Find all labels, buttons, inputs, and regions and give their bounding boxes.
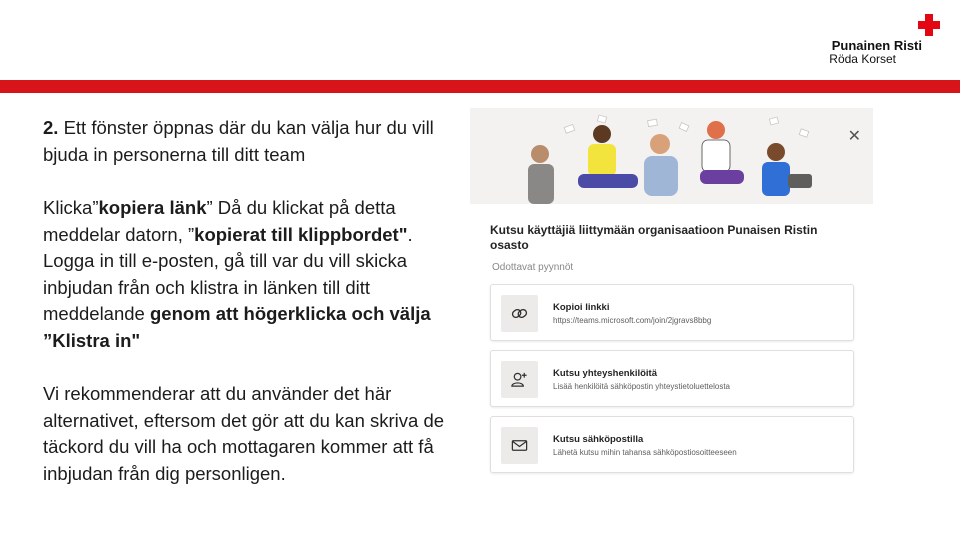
- invite-email-option[interactable]: [490, 416, 854, 473]
- recommendation-paragraph: Vi rekommenderar att du använder det här alternativet, eftersom det gör att du kan skriva de täckord du vill ha och mottagaren kommer att få inbjudan från dig personligen.: [43, 383, 445, 484]
- option-title: Kopioi linkki: [553, 302, 610, 313]
- mail-icon: [501, 427, 538, 464]
- close-icon[interactable]: ✕: [847, 128, 861, 145]
- red-header-bar: [0, 80, 960, 93]
- bold-run: kopierat till klippbordet": [194, 223, 408, 245]
- text-run: Klicka”: [43, 197, 99, 218]
- bold-run: kopiera länk: [98, 197, 207, 218]
- option-title: Kutsu sähköpostilla: [553, 434, 644, 445]
- dialog-title: Kutsu käyttäjiä liittymään organisaatioon Punaisen Ristin osasto: [490, 223, 818, 252]
- step-number: 2.: [43, 117, 59, 138]
- option-description: https://teams.microsoft.com/join/2jgravs8bbg: [553, 316, 712, 325]
- red-cross-icon: [918, 14, 940, 36]
- text-run: . Logga in till e-posten, gå till var du vill skicka inbjudan från och klistra in länken till ditt meddelande: [43, 223, 413, 324]
- copy-link-paragraph: [43, 195, 458, 354]
- people-illustration-art: [470, 108, 873, 204]
- logo-name-finnish: Punainen Risti: [831, 38, 922, 53]
- dialog-subtitle: Odottavat pyynnöt: [492, 262, 574, 273]
- bold-run: genom att högerklicka och välja ”Klistra in": [43, 303, 431, 351]
- logo-name-swedish: Röda Korset: [829, 52, 896, 66]
- add-person-icon: [501, 361, 538, 398]
- invite-dialog: [470, 108, 873, 480]
- option-description: Lisää henkilöitä sähköpostin yhteystietoluettelosta: [553, 382, 730, 391]
- copy-link-option[interactable]: [490, 284, 854, 341]
- text-run: ” Då du klickat på detta meddelar datorn, ”: [43, 197, 396, 245]
- step-paragraph: [43, 115, 458, 168]
- invite-contacts-option[interactable]: [490, 350, 854, 407]
- step-text: Ett fönster öppnas där du kan välja hur du vill bjuda in personerna till ditt team: [43, 117, 434, 165]
- option-description: Lähetä kutsu mihin tahansa sähköpostiosoitteeseen: [553, 448, 737, 457]
- instructions-text: [43, 115, 458, 514]
- link-icon: [501, 295, 538, 332]
- red-cross-logo: [812, 14, 942, 70]
- option-title: Kutsu yhteyshenkilöitä: [553, 368, 657, 379]
- people-illustration: [470, 108, 873, 204]
